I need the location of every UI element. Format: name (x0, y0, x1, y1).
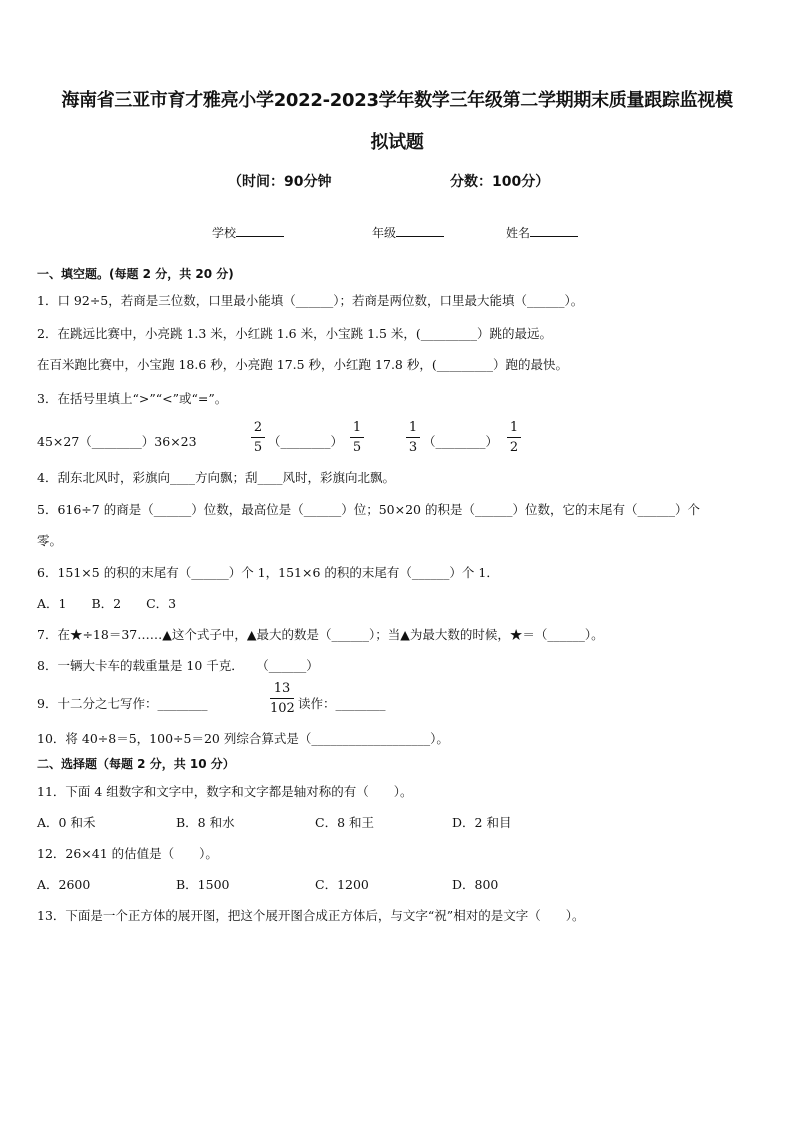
q3-blank-2: （________） (423, 434, 499, 449)
q3-blank-1: （________） (268, 434, 344, 449)
fraction-numerator: 13 (273, 681, 291, 696)
fraction-denominator: 5 (253, 440, 263, 455)
question-9-part2: 读作：________ (298, 696, 386, 711)
fraction-numerator: 1 (408, 420, 418, 435)
question-9-part1: 9．十二分之七写作：________ (37, 696, 208, 711)
question-6-options: A．1 B．2 C．3 (37, 596, 177, 611)
section2-heading: 二、选择题（每题 2 分，共 10 分） (37, 757, 235, 771)
q3-fraction-1-2 (507, 420, 521, 455)
q9-fraction-13-102 (270, 681, 294, 716)
fraction-numerator: 2 (253, 420, 263, 435)
fraction-denominator: 3 (408, 440, 418, 455)
question-12: 12．26×41 的估值是（ ）。 (37, 846, 218, 861)
school-label: 学校 (212, 226, 237, 240)
q3-fraction-1-3 (406, 420, 420, 455)
q12-option-d: D．800 (452, 877, 499, 892)
fraction-bar (251, 437, 265, 438)
exam-score: 分数：100分） (450, 174, 550, 190)
q3-expression-1: 45×27（________）36×23 (37, 434, 197, 449)
fraction-bar (270, 698, 294, 699)
fraction-numerator: 1 (352, 420, 362, 435)
q12-option-b: B．1500 (176, 877, 230, 892)
fraction-denominator: 2 (509, 440, 519, 455)
name-field (506, 224, 578, 241)
question-10: 10．将 40÷8＝5，100÷5＝20 列综合算式是（___________________）。 (37, 731, 449, 746)
grade-field (372, 224, 444, 241)
fraction-numerator: 1 (509, 420, 519, 435)
fraction-denominator: 5 (352, 440, 362, 455)
grade-label: 年级 (372, 226, 397, 240)
fraction-bar (406, 437, 420, 438)
school-field (212, 224, 284, 241)
question-5b: 零。 (37, 533, 63, 548)
q11-option-a: A．0 和禾 (37, 815, 96, 830)
question-2b: 在百米跑比赛中，小宝跑 18.6 秒，小亮跑 17.5 秒，小红跑 17.8 秒，(_________）跑的最快。 (37, 357, 568, 372)
section1-heading: 一、填空题。(每题 2 分，共 20 分) (37, 267, 234, 281)
name-blank (530, 224, 578, 237)
q12-option-c: C．1200 (315, 877, 369, 892)
fraction-denominator: 102 (270, 701, 295, 716)
question-5a: 5．616÷7 的商是（______）位数，最高位是（______）位；50×20 的积是（______）位数，它的末尾有（______）个 (37, 502, 700, 517)
question-6: 6．151×5 的积的末尾有（______）个 1，151×6 的积的末尾有（______）个 1． (37, 565, 499, 580)
exam-time: （时间：90分钟 (228, 174, 332, 190)
time-score-row (228, 171, 573, 191)
fraction-bar (507, 437, 521, 438)
q3-fraction-2-5 (251, 420, 265, 455)
exam-title-line1: 海南省三亚市育才雅亮小学2022-2023学年数学三年级第二学期期末质量跟踪监视模 (61, 90, 733, 111)
q11-option-c: C．8 和王 (315, 815, 374, 830)
q12-option-a: A．2600 (37, 877, 91, 892)
grade-blank (396, 224, 444, 237)
question-13: 13．下面是一个正方体的展开图，把这个展开图合成正方体后，与文字“祝”相对的是文字（ ）。 (37, 908, 585, 923)
exam-title-line2: 拟试题 (370, 132, 424, 153)
q3-fraction-1-5 (350, 420, 364, 455)
question-11: 11．下面 4 组数字和文字中，数字和文字都是轴对称的有（ ）。 (37, 784, 413, 799)
question-8: 8．一辆大卡车的载重量是 10 千克． （______） (37, 658, 319, 673)
q11-option-b: B．8 和水 (176, 815, 235, 830)
question-4: 4．刮东北风时，彩旗向____方向飘；刮____风时，彩旗向北飘。 (37, 470, 395, 485)
fraction-bar (350, 437, 364, 438)
name-label: 姓名 (506, 226, 531, 240)
question-2a: 2．在跳远比赛中，小亮跳 1.3 米，小红跳 1.6 米，小宝跳 1.5 米，(_________）跳的最远。 (37, 326, 553, 341)
question-3: 3．在括号里填上“>”“<”或“=”。 (37, 391, 228, 406)
school-blank (236, 224, 284, 237)
question-1: 1．口 92÷5，若商是三位数，口里最小能填（______）；若商是两位数，口里最大能填（______）。 (37, 293, 584, 308)
question-7: 7．在★÷18＝37……▲这个式子中，▲最大的数是（______）；当▲为最大数的时候，★＝（______）。 (37, 627, 604, 642)
q11-option-d: D．2 和目 (452, 815, 512, 830)
